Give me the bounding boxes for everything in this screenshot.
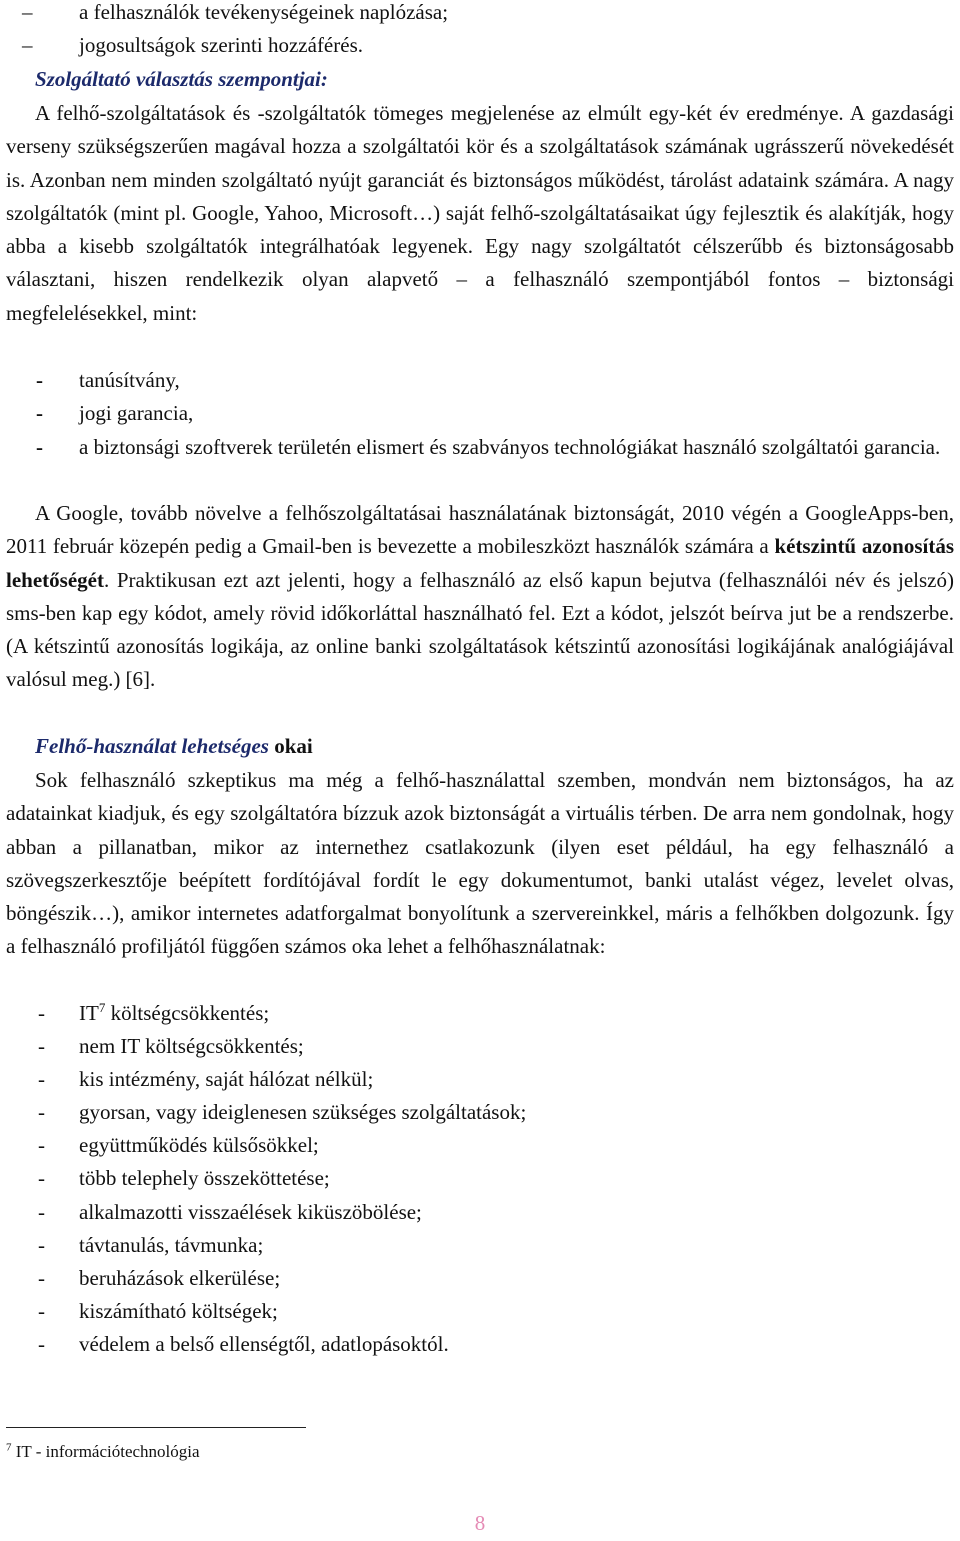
list-item-text: IT bbox=[79, 1001, 99, 1025]
list-item-text: gyorsan, vagy ideiglenesen szükséges szolgáltatások; bbox=[79, 1100, 527, 1125]
list-item bbox=[0, 1096, 960, 1129]
list-item-text: a biztonsági szoftverek területén elismert és szabványos technológiákat használó szolgáltatói garancia. bbox=[79, 434, 941, 459]
footnote-separator bbox=[6, 1427, 306, 1428]
paragraph-cloud-reasons: Sok felhasználó szkeptikus ma még a felhő-használattal szemben, mondván nem biztonságos, ha az adatainkat kiadjuk, és egy szolgáltatóra bízzuk azok biztonságát a virtuális térben. De arra nem gondolnak, hogy abban a pillanatban, mikor az internethez csatlakozunk (ilyen eset például, ha egy felhasználó a szövegszerkesztője beépített fordítójával fordít le egy dokumentumot, banki utalást végez, levelet olvas, böngészik…), amikor internetes adatforgalmat bonyolítunk a szervereinkkel, máris a felhőkben dolgozunk. Így a felhasználó profiljától függően számos oka lehet a felhőhasználatnak: bbox=[6, 768, 954, 959]
list-item-text: együttműködés külsősökkel; bbox=[79, 1133, 319, 1158]
list-item-text: a felhasználók tevékenységeinek naplózása; bbox=[79, 0, 449, 24]
list-dash: - bbox=[38, 1034, 45, 1059]
footnote bbox=[6, 1438, 200, 1466]
list-item bbox=[0, 1063, 960, 1096]
list-item bbox=[0, 364, 960, 397]
footnote-text: IT - információtechnológia bbox=[11, 1442, 200, 1461]
list-item bbox=[0, 1162, 960, 1195]
list-item bbox=[0, 1030, 960, 1063]
footnote-reference: 7 bbox=[98, 1000, 106, 1015]
list-dash: - bbox=[38, 1265, 45, 1290]
footnote-mark: 7 bbox=[6, 1441, 12, 1454]
list-item bbox=[0, 0, 960, 29]
list-item-text: több telephely összeköttetése; bbox=[79, 1166, 330, 1191]
list-dash: - bbox=[38, 1232, 45, 1257]
list-dash: - bbox=[38, 1298, 45, 1323]
list-item bbox=[0, 397, 960, 430]
list-item bbox=[0, 29, 960, 62]
list-item-text: alkalmazotti visszaélések kiküszöbölése; bbox=[79, 1199, 422, 1224]
cloud-reasons-list bbox=[0, 997, 960, 1361]
list-item-text: tanúsítvány, bbox=[79, 368, 180, 392]
emphasis-two-factor: kétszintű azonosítás lehetőségét bbox=[6, 534, 954, 592]
list-dash: - bbox=[38, 1133, 45, 1158]
list-dash: - bbox=[38, 1166, 45, 1191]
list-item bbox=[0, 1328, 960, 1361]
list-dash: - bbox=[38, 1067, 45, 1092]
top-list bbox=[0, 0, 960, 63]
list-dash: – bbox=[22, 0, 33, 24]
list-item-text: kis intézmény, saját hálózat nélkül; bbox=[79, 1067, 374, 1092]
list-item bbox=[0, 1262, 960, 1295]
list-item-text: jogi garancia, bbox=[79, 401, 194, 426]
section-heading-cloud-reasons bbox=[6, 730, 954, 763]
paragraph-google-two-factor bbox=[6, 497, 954, 697]
list-item bbox=[0, 1229, 960, 1262]
list-dash: - bbox=[36, 368, 43, 392]
list-item-text: kiszámítható költségek; bbox=[79, 1298, 278, 1323]
list-item-text: távtanulás, távmunka; bbox=[79, 1232, 264, 1257]
list-dash: - bbox=[38, 1199, 45, 1224]
list-dash: - bbox=[38, 1001, 45, 1025]
list-dash: – bbox=[22, 33, 33, 58]
list-item bbox=[0, 1295, 960, 1328]
list-item bbox=[0, 1129, 960, 1162]
list-dash: - bbox=[36, 434, 43, 459]
list-item-text-rest: költségcsökkentés; bbox=[105, 1001, 270, 1025]
heading-italic-part: Felhő-használat lehetséges bbox=[35, 734, 269, 758]
page-number: 8 bbox=[474, 1511, 486, 1535]
list-item-text: nem IT költségcsökkentés; bbox=[79, 1034, 304, 1059]
list-item bbox=[0, 1196, 960, 1229]
list-dash: - bbox=[36, 401, 43, 426]
list-item bbox=[0, 431, 960, 464]
paragraph-text: A Google, tovább növelve a felhőszolgáltatásai használatának biztonságát, 2010 végén a GoogleApps-ben, 2011 február közepén pedig a Gmail-ben is bevezette a mobileszközt használók számára a bbox=[6, 501, 954, 559]
section-heading-provider-choice: Szolgáltató választás szempontjai: bbox=[35, 67, 328, 91]
list-dash: - bbox=[38, 1331, 45, 1356]
paragraph-provider-choice: A felhő-szolgáltatások és -szolgáltatók tömeges megjelenése az elmúlt egy-két év eredménye. A gazdasági verseny szükségszerűen magával hozza a szolgáltatói kör és a szolgáltatások számának ugrásszerű növekedését is. Azonban nem minden szolgáltató nyújt garanciát és biztonságos működést, tárolást adataink számára. A nagy szolgáltatók (mint pl. Google, Yahoo, Microsoft…) saját felhő-szolgáltatásaikat úgy fejlesztik és alakítják, hogy abba a kisebb szolgáltatók integrálhatóak legyenek. Egy nagy szolgáltatót célszerűbb és biztonságosabb választani, hiszen rendelkezik olyan alapvető – a felhasználó szempontjából fontos – biztonsági megfelelésekkel, mint: bbox=[6, 101, 954, 325]
list-item-text: beruházások elkerülése; bbox=[79, 1265, 281, 1290]
heading-rest: okai bbox=[268, 734, 313, 758]
security-compliance-list bbox=[0, 364, 960, 464]
list-item-text: védelem a belső ellenségtől, adatlopásoktól. bbox=[79, 1331, 449, 1356]
list-item-text: jogosultságok szerinti hozzáférés. bbox=[79, 33, 363, 58]
list-dash: - bbox=[38, 1100, 45, 1125]
list-item bbox=[0, 997, 960, 1030]
paragraph-text: . Praktikusan ezt azt jelenti, hogy a felhasználó az első kapun bejutva (felhasználói név és jelszó) sms-ben kap egy kódot, amely rövid időkorláttal használható fel. Ezt a kódot, jelszót beírva jut be a rendszerbe. (A kétszintű azonosítás logikája, az online banki szolgáltatások kétszintű azonosítási logikájának analógiájával valósul meg.) [6]. bbox=[6, 567, 954, 692]
